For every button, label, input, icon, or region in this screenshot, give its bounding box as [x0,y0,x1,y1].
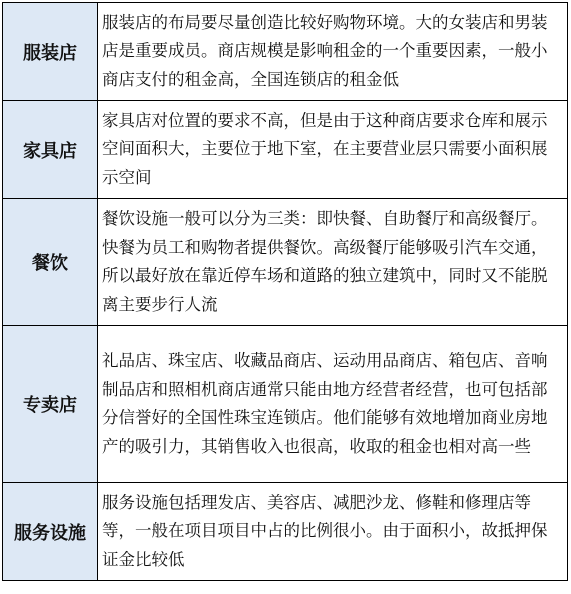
table-row-specialty [3,326,568,483]
category-cell: 服装店 [3,3,98,101]
table-row-furniture [3,101,568,199]
category-cell: 服务设施 [3,483,98,581]
description-cell: 餐饮设施一般可以分为三类：即快餐、自助餐厅和高级餐厅。快餐为员工和购物者提供餐饮。高级餐厅能够吸引汽车交通，所以最好放在靠近停车场和道路的独立建筑中，同时又不能脱离主要步行人流 [98,199,568,326]
store-type-table [2,2,568,581]
description-cell: 服装店的布局要尽量创造比较好购物环境。大的女装店和男装店是重要成员。商店规模是影响租金的一个重要因素，一般小商店支付的租金高，全国连锁店的租金低 [98,3,568,101]
table-row-dining [3,199,568,326]
category-cell: 专卖店 [3,326,98,483]
description-cell: 礼品店、珠宝店、收藏品商店、运动用品商店、箱包店、音响制品店和照相机商店通常只能由地方经营者经营，也可包括部分信誉好的全国性珠宝连锁店。他们能够有效地增加商业房地产的吸引力，其销售收入也很高，收取的租金也相对高一些 [98,326,568,483]
category-cell: 餐饮 [3,199,98,326]
description-cell: 家具店对位置的要求不高，但是由于这种商店要求仓库和展示空间面积大，主要位于地下室，在主要营业层只需要小面积展示空间 [98,101,568,199]
description-cell: 服务设施包括理发店、美容店、减肥沙龙、修鞋和修理店等等，一般在项目项目中占的比例很小。由于面积小，故抵押保证金比较低 [98,483,568,581]
table-row-clothing [3,3,568,101]
category-cell: 家具店 [3,101,98,199]
table-row-services [3,483,568,581]
document-page [0,2,571,594]
